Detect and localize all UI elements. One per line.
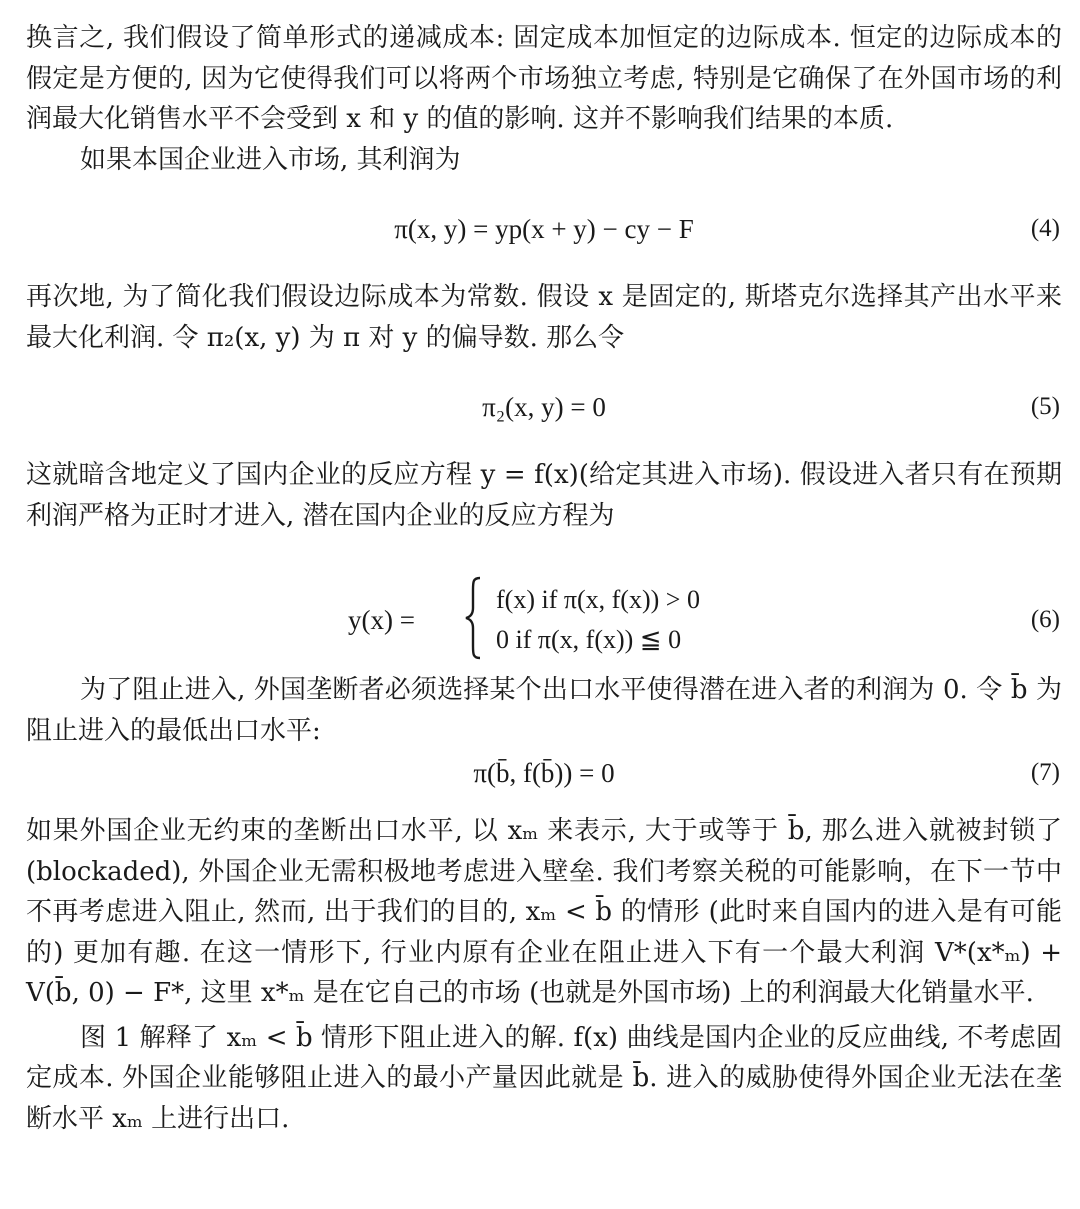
equation-7-number: (7) xyxy=(1030,759,1060,786)
equation-6-lhs: y(x) = xyxy=(348,605,415,635)
left-brace-icon xyxy=(464,576,482,660)
paragraph-home-entry: 如果本国企业进入市场, 其利润为 xyxy=(80,144,461,175)
paragraph-stackelberg: 再次地, 为了简化我们假设边际成本为常数. 假设 x 是固定的, 斯塔克尔选择其产出水平来最大化利润. 令 π₂(x, y) 为 π 对 y 的偏导数. 那么令 xyxy=(26,282,1062,353)
equation-5-formula: π₂(x, y) = 0 xyxy=(482,392,606,422)
equation-4-formula: π(x, y) = yp(x + y) − cy − F xyxy=(394,214,694,244)
equation-6 xyxy=(26,580,1062,660)
paragraph-entry-deterrence: 为了阻止进入, 外国垄断者必须选择某个出口水平使得潜在进入者的利润为 0. 令 b̄ 为阻止进入的最低出口水平: xyxy=(26,675,1062,746)
paragraph-assumption: 换言之, 我们假设了简单形式的递减成本: 固定成本加恒定的边际成本. 恒定的边际成本的假定是方便的, 因为它使得我们可以将两个市场独立考虑, 特别是它确保了在外国市场的利润最大化销售水平不会受到 x 和 y 的值的影响. 这并不影响我们结果的本质. xyxy=(26,23,1062,134)
equation-7 xyxy=(26,753,1062,793)
paragraph-blockaded-entry: 如果外国企业无约束的垄断出口水平, 以 xₘ 来表示, 大于或等于 b̄, 那么进入就被封锁了 (blockaded), 外国企业无需积极地考虑进入壁垒. 我们考察关税的可能影响，在下一节中不再考虑进入阻止, 然而, 出于我们的目的, xₘ < b̄ 的情形 (此时来自国内的进入是有可能的) 更加有趣. 在这一情形下, 行业内原有企业在阻止进入下有一个最大利润 V*(x*ₘ) + V(b̄, 0) − F*, 这里 x*ₘ 是在它自己的市场 (也就是外国市场) 上的利润最大化销量水平. xyxy=(26,816,1062,1008)
paper-page xyxy=(26,0,1062,1139)
equation-6-cases xyxy=(26,580,1062,660)
equation-6-case-positive: f(x) if π(x, f(x)) > 0 xyxy=(496,585,700,614)
equation-7-formula: π(b̄, f(b̄)) = 0 xyxy=(473,758,615,788)
paragraph-figure-1: 图 1 解释了 xₘ < b̄ 情形下阻止进入的解. f(x) 曲线是国内企业的反应曲线, 不考虑固定成本. 外国企业能够阻止进入的最小产量因此就是 b̄. 进入的威胁使得外国企业无法在垄断水平 xₘ 上进行出口. xyxy=(26,1022,1062,1134)
equation-6-case-nonpositive: 0 if π(x, f(x)) ≦ 0 xyxy=(496,625,682,654)
paragraph-reaction-function: 这就暗含地定义了国内企业的反应方程 y = f(x)(给定其进入市场). 假设进入者只有在预期利润严格为正时才进入, 潜在国内企业的反应方程为 xyxy=(26,460,1062,531)
equation-4-number: (4) xyxy=(1030,215,1060,242)
equation-5 xyxy=(26,387,1062,427)
equation-4 xyxy=(26,209,1062,249)
equation-5-number: (5) xyxy=(1030,393,1060,420)
equation-6-number: (6) xyxy=(1030,606,1060,633)
